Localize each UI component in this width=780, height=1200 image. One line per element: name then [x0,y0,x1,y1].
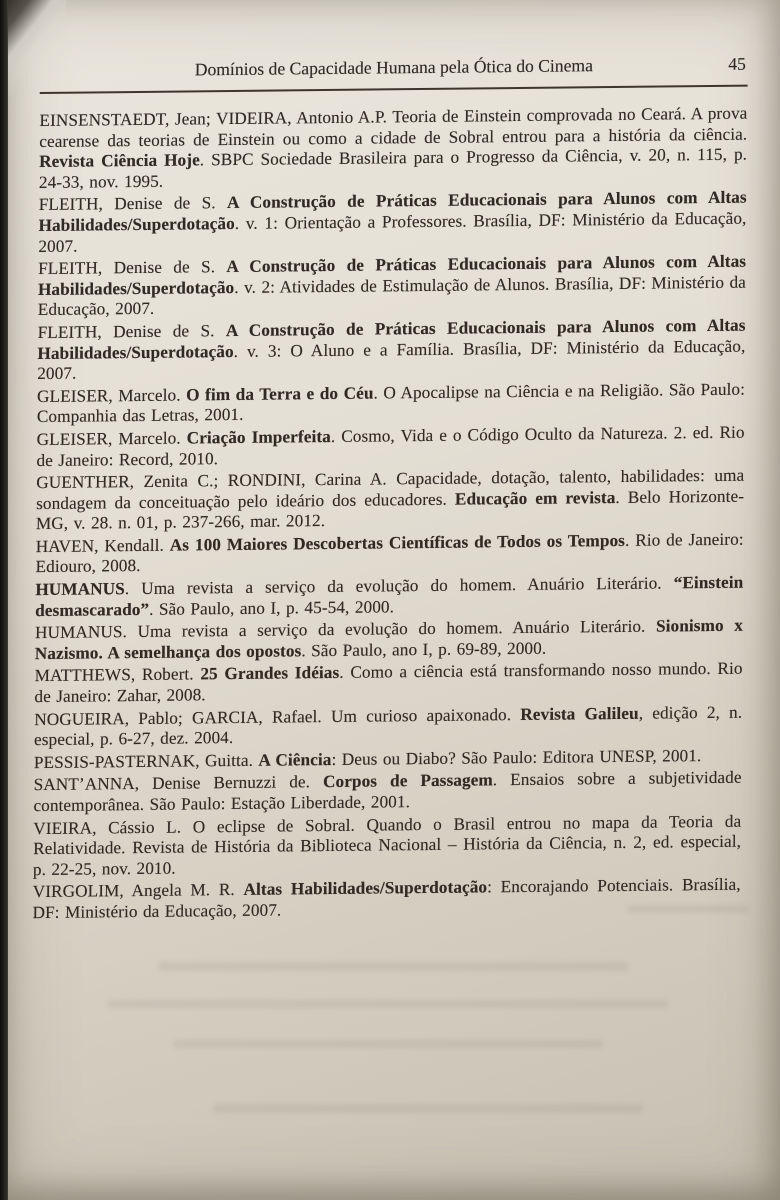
reference-entry: GLEISER, Marcelo. O fim da Terra e do Céu. O Apocalipse na Ciência e na Religião. São Paulo: Companhia das Letras, 2001. [36,379,746,427]
reference-entry: GUENTHER, Zenita C.; RONDINI, Carina A. Capacidade, dotação, talento, habilidades: uma sondagem da conceituação pelo ideário dos educadores. Educação em revista. Belo Horizonte-MG, v. 28. n. 01, p. 237-266, mar. 2012. [35,465,745,534]
reference-entry: EINSENSTAEDT, Jean; VIDEIRA, Antonio A.P. Teoria de Einstein comprovada no Ceará. A prova cearense das teorias de Einstein ou como a cidade de Sobral entrou para a história da ciência. Revista Ciência Hoje. SBPC Sociedade Brasileira para o Progresso da Ciência, v. 20, n. 115, p. 24-33, nov. 1995. [38,103,748,192]
printed-area [32,53,748,926]
book-page [8,0,780,1200]
page-number: 45 [728,53,746,74]
reference-entry: FLEITH, Denise de S. A Construção de Práticas Educacionais para Alunos com Altas Habilidades/Superdotação. v. 3: O Aluno e a Família. Brasília, DF: Ministério da Educação, 2007. [37,315,746,384]
reference-entry: PESSIS-PASTERNAK, Guitta. A Ciência: Deus ou Diabo? São Paulo: Editora UNESP, 2001. [33,745,702,772]
show-through-ghost [173,1040,603,1048]
running-header [40,53,748,82]
reference-entry: FLEITH, Denise de S. A Construção de Práticas Educacionais para Alunos com Altas Habilidades/Superdotação. v. 1: Orientação a Professores. Brasília, DF: Ministério da Educação, 2007. [38,187,747,256]
show-through-ghost [108,1000,668,1008]
reference-entry: HUMANUS. Uma revista a serviço da evolução do homem. Anuário Literário. “Einstein desmascarado”. São Paulo, ano I, p. 45-54, 2000. [35,572,744,620]
reference-entry: MATTHEWS, Robert. 25 Grandes Idéias. Como a ciência está transformando nosso mundo. Rio de Janeiro: Zahar, 2008. [34,659,743,707]
reference-entry: SANT’ANNA, Denise Bernuzzi de. Corpos de Passagem. Ensaios sobre a subjetividade contemporânea. São Paulo: Estação Liberdade, 2001. [33,768,742,816]
reference-entry: HAVEN, Kendall. As 100 Maiores Descobertas Científicas de Todos os Tempos. Rio de Janeiro: Ediouro, 2008. [35,529,744,577]
reference-entry: GLEISER, Marcelo. Criação Imperfeita. Cosmo, Vida e o Código Oculto da Natureza. 2. ed. Rio de Janeiro: Record, 2010. [36,422,745,470]
reference-entry: NOGUEIRA, Pablo; GARCIA, Rafael. Um curioso apaixonado. Revista Galileu, edição 2, n. especial, p. 6-27, dez. 2004. [33,702,743,750]
running-title: Domínios de Capacidade Humana pela Ótica do Cinema [194,55,594,80]
show-through-ghost [213,1104,643,1113]
reference-entry: VIRGOLIM, Angela M. R. Altas Habilidades/Superdotação: Encorajando Potenciais. Brasília, DF: Ministério da Educação, 2007. [32,875,741,923]
reference-entry: HUMANUS. Uma revista a serviço da evolução do homem. Anuário Literário. Sionismo x Nazismo. A semelhança dos opostos. São Paulo, ano I, p. 69-89, 2000. [34,615,744,663]
header-rule [40,85,748,94]
show-through-ghost [158,962,628,971]
reference-entry: FLEITH, Denise de S. A Construção de Práticas Educacionais para Alunos com Altas Habilidades/Superdotação. v. 2: Atividades de Estimulação de Alunos. Brasília, DF: Ministério da Educação, 2007. [37,251,747,320]
references-list [32,104,747,924]
reference-entry: VIEIRA, Cássio L. O eclipse de Sobral. Quando o Brasil entrou no mapa da Teoria da Relatividade. Revista de História da Biblioteca Nacional – História da Ciência, n. 2, ed. especial, p. 22-25, nov. 2010. [32,811,742,879]
